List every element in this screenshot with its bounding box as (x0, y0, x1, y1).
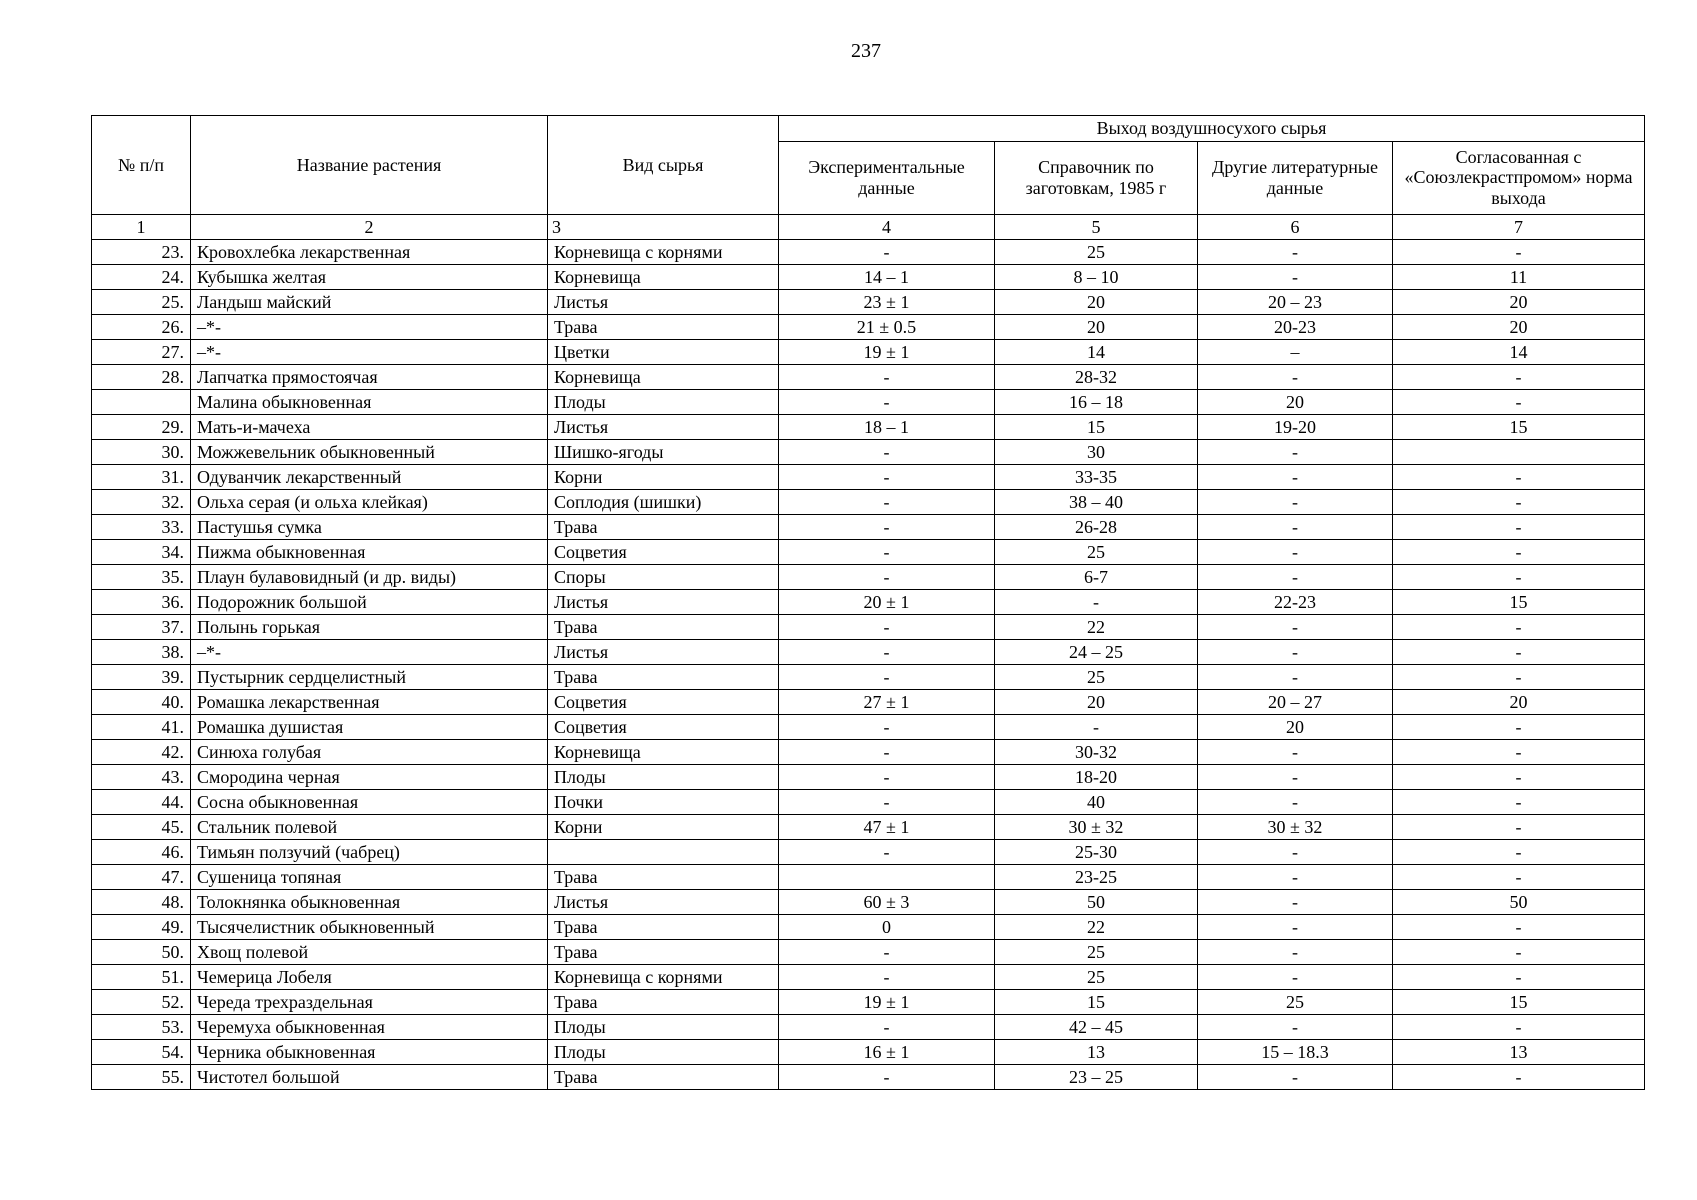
raw-material-type: Корневища (548, 365, 779, 390)
plant-name: Стальник полевой (191, 815, 548, 840)
experimental-value: - (779, 740, 995, 765)
agreed-norm-value: - (1393, 840, 1645, 865)
reference-value: 13 (995, 1040, 1198, 1065)
literature-value: 20 – 23 (1198, 290, 1393, 315)
reference-value: 30 (995, 440, 1198, 465)
plant-name: Ландыш майский (191, 290, 548, 315)
literature-value: - (1198, 1015, 1393, 1040)
raw-material-type: Корневища (548, 265, 779, 290)
literature-value: 22-23 (1198, 590, 1393, 615)
reference-value: 40 (995, 790, 1198, 815)
literature-value: - (1198, 465, 1393, 490)
literature-value: - (1198, 240, 1393, 265)
literature-value: - (1198, 515, 1393, 540)
raw-material-type: Плоды (548, 1015, 779, 1040)
experimental-value: - (779, 440, 995, 465)
literature-value: 20 (1198, 715, 1393, 740)
table-row (92, 690, 1645, 715)
header-name: Название растения (191, 116, 548, 215)
experimental-value: - (779, 790, 995, 815)
row-number: 34. (92, 540, 191, 565)
raw-material-type: Трава (548, 940, 779, 965)
literature-value: - (1198, 940, 1393, 965)
reference-value: 6-7 (995, 565, 1198, 590)
reference-value: 25 (995, 240, 1198, 265)
row-number: 49. (92, 915, 191, 940)
literature-value: 19-20 (1198, 415, 1393, 440)
raw-material-type: Корни (548, 465, 779, 490)
raw-material-type: Плоды (548, 1040, 779, 1065)
table-row (92, 815, 1645, 840)
agreed-norm-value: - (1393, 740, 1645, 765)
agreed-norm-value: - (1393, 465, 1645, 490)
agreed-norm-value: - (1393, 365, 1645, 390)
agreed-norm-value: - (1393, 390, 1645, 415)
plant-name: Тысячелистник обыкновенный (191, 915, 548, 940)
reference-value: 15 (995, 415, 1198, 440)
experimental-value: - (779, 240, 995, 265)
column-number: 2 (191, 214, 548, 240)
raw-material-type: Соцветия (548, 715, 779, 740)
agreed-norm-value: - (1393, 1015, 1645, 1040)
table-row (92, 940, 1645, 965)
experimental-value: 20 ± 1 (779, 590, 995, 615)
experimental-value: 23 ± 1 (779, 290, 995, 315)
table-row (92, 740, 1645, 765)
literature-value: 20 – 27 (1198, 690, 1393, 715)
row-number: 25. (92, 290, 191, 315)
row-number: 43. (92, 765, 191, 790)
row-number: 40. (92, 690, 191, 715)
row-number: 37. (92, 615, 191, 640)
experimental-value: - (779, 965, 995, 990)
agreed-norm-value: 50 (1393, 890, 1645, 915)
page-number: 237 (851, 40, 881, 62)
raw-material-type: Корневища с корнями (548, 965, 779, 990)
raw-material-type: Корневища с корнями (548, 240, 779, 265)
table-row (92, 965, 1645, 990)
literature-value: – (1198, 340, 1393, 365)
experimental-value: - (779, 365, 995, 390)
table-row (92, 840, 1645, 865)
table-row (92, 640, 1645, 665)
experimental-value: - (779, 715, 995, 740)
reference-value: 23 – 25 (995, 1065, 1198, 1090)
literature-value: - (1198, 890, 1393, 915)
experimental-value: - (779, 515, 995, 540)
row-number: 42. (92, 740, 191, 765)
table-row (92, 290, 1645, 315)
reference-value: - (995, 715, 1198, 740)
raw-material-type: Плоды (548, 390, 779, 415)
table-row (92, 765, 1645, 790)
literature-value: - (1198, 765, 1393, 790)
literature-value: - (1198, 640, 1393, 665)
column-number: 5 (995, 214, 1198, 240)
table-row (92, 415, 1645, 440)
literature-value: - (1198, 665, 1393, 690)
plant-name: Ромашка лекарственная (191, 690, 548, 715)
reference-value: 14 (995, 340, 1198, 365)
literature-value: - (1198, 265, 1393, 290)
row-number: 39. (92, 665, 191, 690)
raw-material-type: Листья (548, 415, 779, 440)
table-body (92, 240, 1645, 1090)
plant-name: –*- (191, 640, 548, 665)
agreed-norm-value: 14 (1393, 340, 1645, 365)
reference-value: 18-20 (995, 765, 1198, 790)
literature-value: - (1198, 365, 1393, 390)
column-number: 3 (548, 214, 779, 240)
literature-value: - (1198, 440, 1393, 465)
experimental-value: - (779, 390, 995, 415)
experimental-value: - (779, 665, 995, 690)
reference-value: 25 (995, 665, 1198, 690)
experimental-value: 19 ± 1 (779, 990, 995, 1015)
reference-value: 23-25 (995, 865, 1198, 890)
experimental-value: 0 (779, 915, 995, 940)
table-row (92, 365, 1645, 390)
experimental-value: - (779, 765, 995, 790)
reference-value: 8 – 10 (995, 265, 1198, 290)
plant-name: Сушеница топяная (191, 865, 548, 890)
row-number: 28. (92, 365, 191, 390)
row-number: 33. (92, 515, 191, 540)
reference-value: 38 – 40 (995, 490, 1198, 515)
table-row (92, 615, 1645, 640)
row-number: 32. (92, 490, 191, 515)
table-row (92, 665, 1645, 690)
plant-name: Лапчатка прямостоячая (191, 365, 548, 390)
literature-value: 15 – 18.3 (1198, 1040, 1393, 1065)
row-number: 38. (92, 640, 191, 665)
raw-material-type: Листья (548, 590, 779, 615)
agreed-norm-value: 11 (1393, 265, 1645, 290)
literature-value: - (1198, 1065, 1393, 1090)
raw-material-type: Цветки (548, 340, 779, 365)
experimental-value: 27 ± 1 (779, 690, 995, 715)
agreed-norm-value: - (1393, 515, 1645, 540)
row-number: 45. (92, 815, 191, 840)
reference-value: 20 (995, 290, 1198, 315)
table-row (92, 390, 1645, 415)
plant-name: Можжевельник обыкновенный (191, 440, 548, 465)
raw-material-type: Споры (548, 565, 779, 590)
row-number: 52. (92, 990, 191, 1015)
reference-value: 30-32 (995, 740, 1198, 765)
plant-name: Подорожник большой (191, 590, 548, 615)
raw-material-type: Почки (548, 790, 779, 815)
row-number: 30. (92, 440, 191, 465)
plant-yield-table (91, 115, 1645, 1090)
experimental-value (779, 865, 995, 890)
agreed-norm-value: 20 (1393, 290, 1645, 315)
plant-name: Кровохлебка лекарственная (191, 240, 548, 265)
plant-name: Черемуха обыкновенная (191, 1015, 548, 1040)
raw-material-type: Трава (548, 615, 779, 640)
experimental-value: - (779, 1065, 995, 1090)
plant-name: Пастушья сумка (191, 515, 548, 540)
header-yield-group: Выход воздушносухого сырья (779, 116, 1645, 142)
literature-value: 30 ± 32 (1198, 815, 1393, 840)
row-number: 36. (92, 590, 191, 615)
plant-name: Смородина черная (191, 765, 548, 790)
experimental-value: - (779, 465, 995, 490)
raw-material-type: Листья (548, 290, 779, 315)
raw-material-type (548, 840, 779, 865)
row-number: 46. (92, 840, 191, 865)
reference-value: 25-30 (995, 840, 1198, 865)
plant-name: Одуванчик лекарственный (191, 465, 548, 490)
agreed-norm-value: - (1393, 640, 1645, 665)
table-row (92, 240, 1645, 265)
agreed-norm-value (1393, 440, 1645, 465)
table-header (92, 116, 1645, 240)
table-row (92, 865, 1645, 890)
column-number: 6 (1198, 214, 1393, 240)
reference-value: 25 (995, 965, 1198, 990)
row-number: 48. (92, 890, 191, 915)
plant-name: Черника обыкновенная (191, 1040, 548, 1065)
literature-value: - (1198, 840, 1393, 865)
reference-value: 25 (995, 540, 1198, 565)
row-number: 26. (92, 315, 191, 340)
agreed-norm-value: - (1393, 490, 1645, 515)
literature-value: - (1198, 565, 1393, 590)
row-number: 51. (92, 965, 191, 990)
plant-name: Сосна обыкновенная (191, 790, 548, 815)
plant-name: Чемерица Лобеля (191, 965, 548, 990)
agreed-norm-value: 20 (1393, 315, 1645, 340)
reference-value: - (995, 590, 1198, 615)
literature-value: - (1198, 965, 1393, 990)
column-number: 7 (1393, 214, 1645, 240)
raw-material-type: Корневища (548, 740, 779, 765)
experimental-value: - (779, 840, 995, 865)
table-row (92, 465, 1645, 490)
table-row (92, 990, 1645, 1015)
table-row (92, 265, 1645, 290)
experimental-value: - (779, 540, 995, 565)
experimental-value: 18 – 1 (779, 415, 995, 440)
reference-value: 20 (995, 315, 1198, 340)
literature-value: - (1198, 790, 1393, 815)
row-number: 23. (92, 240, 191, 265)
row-number (92, 390, 191, 415)
agreed-norm-value: - (1393, 240, 1645, 265)
agreed-norm-value: - (1393, 940, 1645, 965)
header-experimental: Экспериментальные данные (779, 141, 995, 214)
plant-name: Тимьян ползучий (чабрец) (191, 840, 548, 865)
column-number: 1 (92, 214, 191, 240)
column-number: 4 (779, 214, 995, 240)
row-number: 50. (92, 940, 191, 965)
raw-material-type: Листья (548, 640, 779, 665)
row-number: 47. (92, 865, 191, 890)
table-row (92, 715, 1645, 740)
literature-value: 20-23 (1198, 315, 1393, 340)
plant-name: Ольха серая (и ольха клейкая) (191, 490, 548, 515)
raw-material-type: Трава (548, 1065, 779, 1090)
raw-material-type: Трава (548, 315, 779, 340)
agreed-norm-value: - (1393, 965, 1645, 990)
row-number: 27. (92, 340, 191, 365)
literature-value: 20 (1198, 390, 1393, 415)
literature-value: - (1198, 865, 1393, 890)
agreed-norm-value: 15 (1393, 590, 1645, 615)
reference-value: 26-28 (995, 515, 1198, 540)
row-number: 35. (92, 565, 191, 590)
reference-value: 42 – 45 (995, 1015, 1198, 1040)
table-row (92, 340, 1645, 365)
plant-name: Малина обыкновенная (191, 390, 548, 415)
experimental-value: - (779, 640, 995, 665)
experimental-value: 16 ± 1 (779, 1040, 995, 1065)
raw-material-type: Соплодия (шишки) (548, 490, 779, 515)
reference-value: 25 (995, 940, 1198, 965)
table-row (92, 790, 1645, 815)
plant-name: Полынь горькая (191, 615, 548, 640)
row-number: 29. (92, 415, 191, 440)
row-number: 54. (92, 1040, 191, 1065)
row-number: 41. (92, 715, 191, 740)
table-row (92, 890, 1645, 915)
reference-value: 16 – 18 (995, 390, 1198, 415)
raw-material-type: Трава (548, 865, 779, 890)
literature-value: - (1198, 740, 1393, 765)
plant-name: –*- (191, 340, 548, 365)
agreed-norm-value: 15 (1393, 415, 1645, 440)
agreed-norm-value: 15 (1393, 990, 1645, 1015)
experimental-value: 47 ± 1 (779, 815, 995, 840)
agreed-norm-value: - (1393, 765, 1645, 790)
plant-name: Ромашка душистая (191, 715, 548, 740)
plant-name: Кубышка желтая (191, 265, 548, 290)
row-number: 53. (92, 1015, 191, 1040)
reference-value: 30 ± 32 (995, 815, 1198, 840)
experimental-value: 14 – 1 (779, 265, 995, 290)
reference-value: 20 (995, 690, 1198, 715)
agreed-norm-value: - (1393, 615, 1645, 640)
agreed-norm-value: - (1393, 790, 1645, 815)
agreed-norm-value: 20 (1393, 690, 1645, 715)
literature-value: - (1198, 915, 1393, 940)
row-number: 24. (92, 265, 191, 290)
literature-value: 25 (1198, 990, 1393, 1015)
agreed-norm-value: - (1393, 565, 1645, 590)
agreed-norm-value: - (1393, 715, 1645, 740)
raw-material-type: Листья (548, 890, 779, 915)
raw-material-type: Соцветия (548, 540, 779, 565)
header-reference: Справочник по заготовкам, 1985 г (995, 141, 1198, 214)
plant-name: Хвощ полевой (191, 940, 548, 965)
row-number: 55. (92, 1065, 191, 1090)
agreed-norm-value: - (1393, 540, 1645, 565)
agreed-norm-value: - (1393, 815, 1645, 840)
experimental-value: - (779, 1015, 995, 1040)
table-row (92, 915, 1645, 940)
experimental-value: - (779, 615, 995, 640)
agreed-norm-value: - (1393, 865, 1645, 890)
experimental-value: 19 ± 1 (779, 340, 995, 365)
literature-value: - (1198, 540, 1393, 565)
raw-material-type: Трава (548, 665, 779, 690)
table-row (92, 565, 1645, 590)
raw-material-type: Трава (548, 915, 779, 940)
agreed-norm-value: - (1393, 915, 1645, 940)
agreed-norm-value: - (1393, 665, 1645, 690)
experimental-value: - (779, 490, 995, 515)
agreed-norm-value: 13 (1393, 1040, 1645, 1065)
raw-material-type: Корни (548, 815, 779, 840)
table-row (92, 440, 1645, 465)
reference-value: 33-35 (995, 465, 1198, 490)
raw-material-type: Трава (548, 515, 779, 540)
plant-name: –*- (191, 315, 548, 340)
reference-value: 22 (995, 615, 1198, 640)
table-row (92, 515, 1645, 540)
table-row (92, 590, 1645, 615)
experimental-value: 60 ± 3 (779, 890, 995, 915)
table-row (92, 540, 1645, 565)
plant-name: Мать-и-мачеха (191, 415, 548, 440)
reference-value: 28-32 (995, 365, 1198, 390)
header-type: Вид сырья (548, 116, 779, 215)
reference-value: 22 (995, 915, 1198, 940)
header-num: № п/п (92, 116, 191, 215)
experimental-value: - (779, 940, 995, 965)
row-number: 44. (92, 790, 191, 815)
plant-name: Плаун булавовидный (и др. виды) (191, 565, 548, 590)
agreed-norm-value: - (1393, 1065, 1645, 1090)
reference-value: 24 – 25 (995, 640, 1198, 665)
column-number-row (92, 214, 1645, 240)
experimental-value: 21 ± 0.5 (779, 315, 995, 340)
literature-value: - (1198, 615, 1393, 640)
raw-material-type: Трава (548, 990, 779, 1015)
reference-value: 50 (995, 890, 1198, 915)
table-row (92, 315, 1645, 340)
reference-value: 15 (995, 990, 1198, 1015)
table-row (92, 1015, 1645, 1040)
plant-name: Пустырник сердцелистный (191, 665, 548, 690)
header-other-literature: Другие литературные данные (1198, 141, 1393, 214)
raw-material-type: Шишко-ягоды (548, 440, 779, 465)
header-agreed-norm: Согласованная с «Союзлекрастпромом» норма выхода (1393, 141, 1645, 214)
plant-name: Толокнянка обыкновенная (191, 890, 548, 915)
plant-name: Синюха голубая (191, 740, 548, 765)
raw-material-type: Плоды (548, 765, 779, 790)
table-row (92, 490, 1645, 515)
experimental-value: - (779, 565, 995, 590)
table-row (92, 1065, 1645, 1090)
literature-value: - (1198, 490, 1393, 515)
plant-name: Череда трехраздельная (191, 990, 548, 1015)
plant-name: Чистотел большой (191, 1065, 548, 1090)
raw-material-type: Соцветия (548, 690, 779, 715)
row-number: 31. (92, 465, 191, 490)
table-row (92, 1040, 1645, 1065)
plant-name: Пижма обыкновенная (191, 540, 548, 565)
